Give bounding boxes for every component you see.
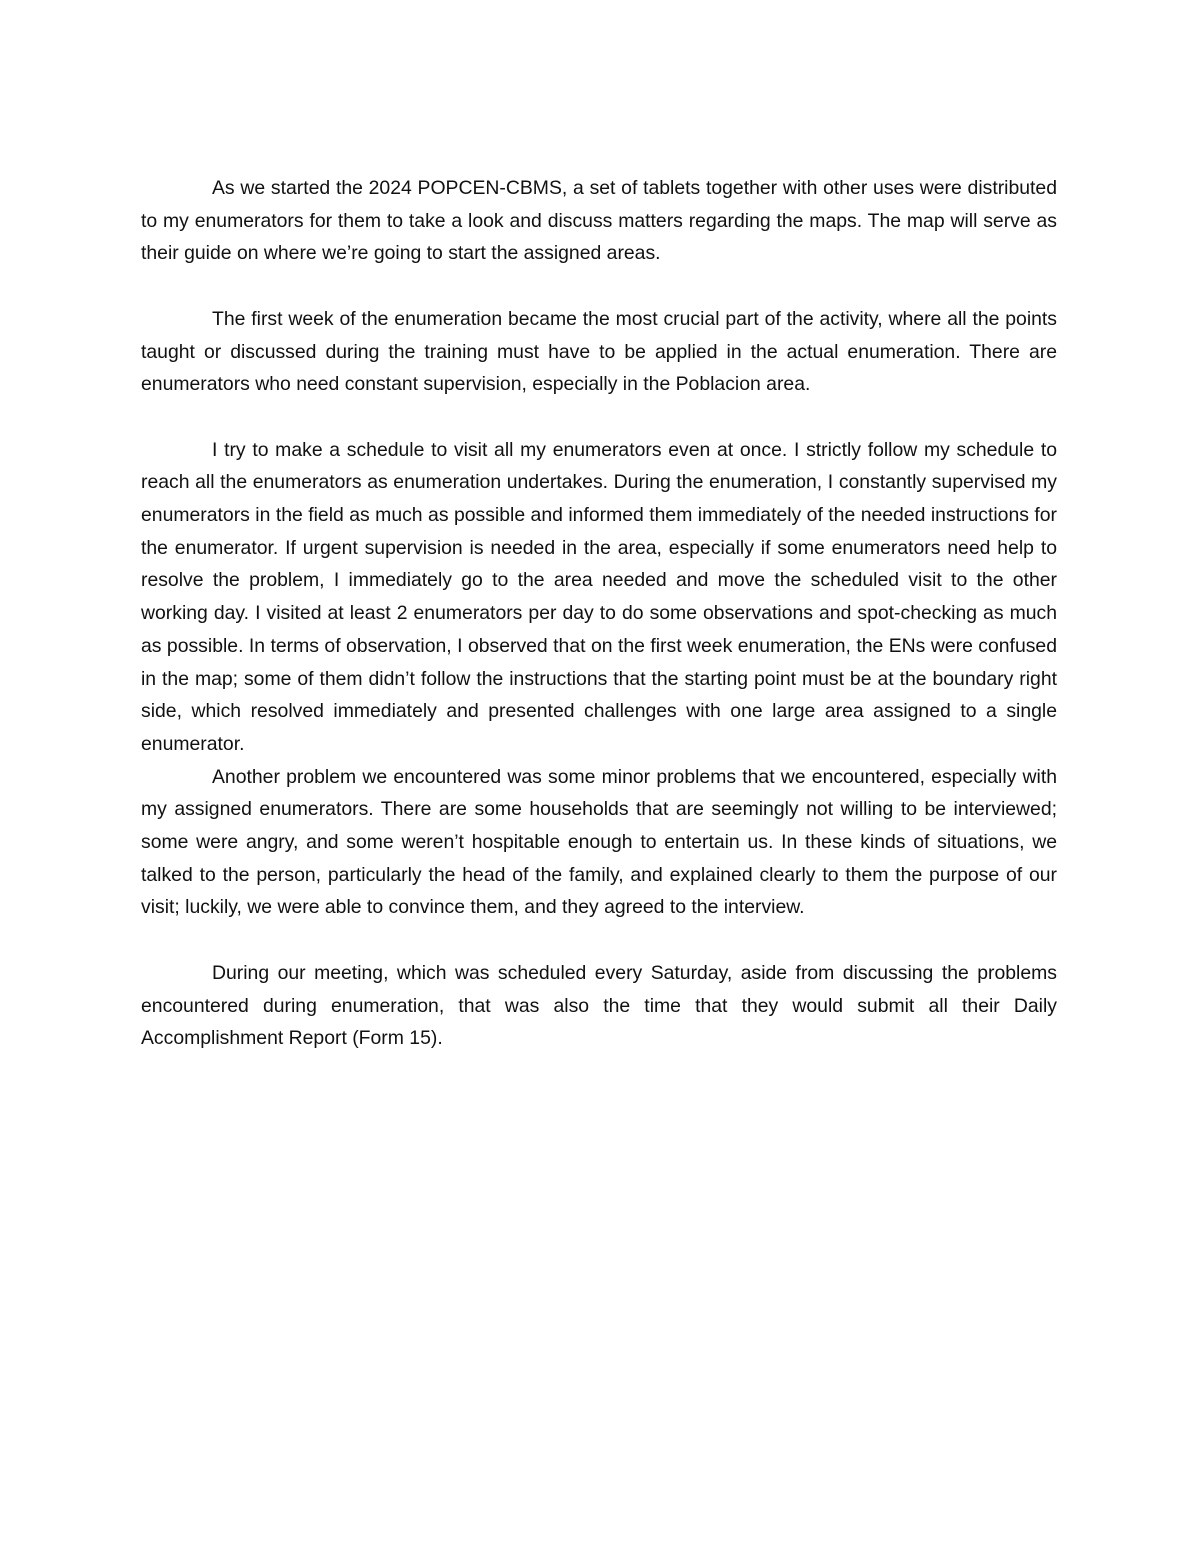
paragraph-5: During our meeting, which was scheduled every Saturday, aside from discussing the problems encountered during enumeration, that was also the time that they would submit all their Daily Accomplishment Report (Form 15). [141, 961, 1057, 1050]
paragraph-4: Another problem we encountered was some minor problems that we encountered, especially with my assigned enumerators. There are some households that are seemingly not willing to be interviewed; some were angry, and some weren’t hospitable enough to entertain us. In these kinds of situations, we talked to the person, particularly the head of the family, and explained clearly to them the purpose of our visit; luckily, we were able to convince them, and they agreed to the interview. [141, 765, 1057, 919]
paragraph-3: I try to make a schedule to visit all my enumerators even at once. I strictly follow my schedule to reach all the enumerators as enumeration undertakes. During the enumeration, I constantly supervised my enumerators in the field as much as possible and informed them immediately of the needed instructions for the enumerator. If urgent supervision is needed in the area, especially if some enumerators need help to resolve the problem, I immediately go to the area needed and move the scheduled visit to the other working day. I visited at least 2 enumerators per day to do some observations and spot-checking as much as possible. In terms of observation, I observed that on the first week enumeration, the ENs were confused in the map; some of them didn’t follow the instructions that the starting point must be at the boundary right side, which resolved immediately and presented challenges with one large area assigned to a single enumerator. [141, 438, 1057, 755]
document-body [141, 172, 1057, 1055]
paragraph-2: The first week of the enumeration became the most crucial part of the activity, where all the points taught or discussed during the training must have to be applied in the actual enumeration. There are enumerators who need constant supervision, especially in the Poblacion area. [141, 307, 1057, 396]
paragraph-1: As we started the 2024 POPCEN-CBMS, a set of tablets together with other uses were distributed to my enumerators for them to take a look and discuss matters regarding the maps. The map will serve as their guide on where we’re going to start the assigned areas. [141, 177, 1057, 265]
